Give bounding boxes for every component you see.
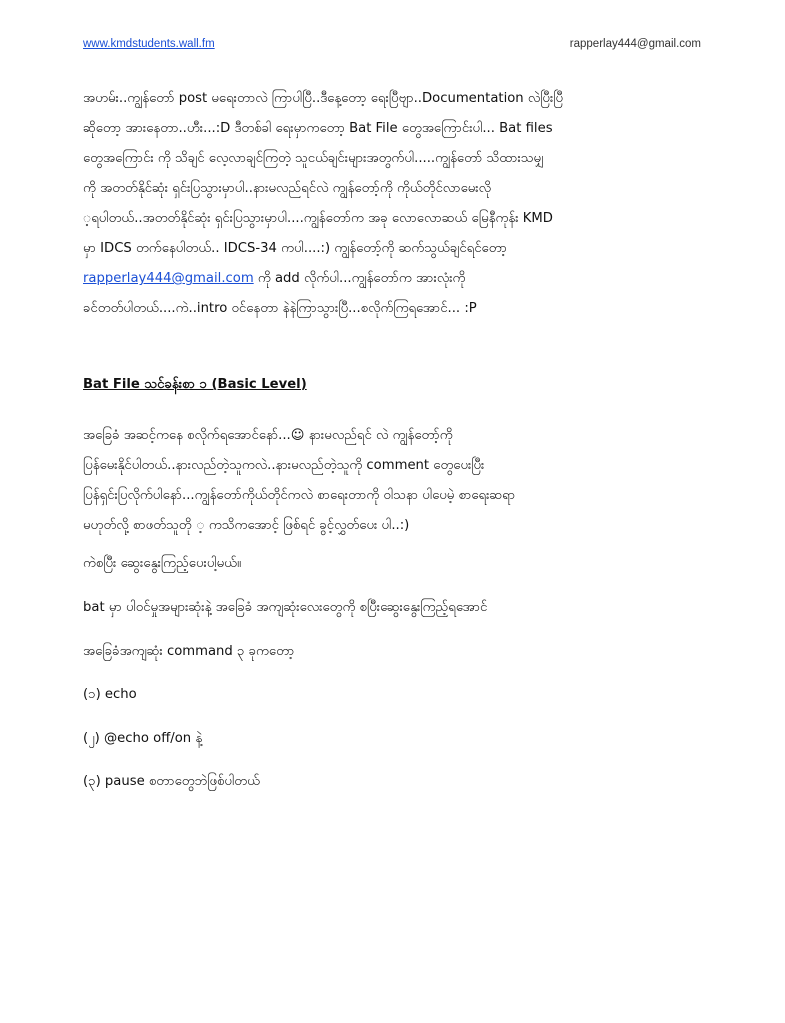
intro-line: ခင်တတ်ပါတယ်....ကဲ..intro ဝင်နေတာ နဲနဲကြာသွားပြီ...စလိုက်ကြရအောင်... :P	[83, 301, 477, 316]
intro-line: ကို အတတ်နိုင်ဆုံး ရှင်းပြသွားမှာပါ..နားမလည်ရင်လဲ ကျွန်တော့်ကို ကိုယ်တိုင်လာမေးလို	[83, 181, 492, 196]
command-item: (၃) pause စတာတွေဘဲဖြစ်ပါတယ်	[83, 774, 260, 789]
email-link[interactable]: rapperlay444@gmail.com	[83, 271, 254, 286]
intro-email-line	[83, 264, 705, 294]
intro-line: အဟမ်း..ကျွန်တော် post မရေးတာလဲ ကြာပါပြီ..ဒီနေ့တော့ ရေးပြီဗျာ..Documentation လဲပြီးပြီ	[83, 91, 564, 106]
lesson-line: ပြန်ရှင်းပြလိုက်ပါနော်...ကျွန်တော်ကိုယ်တိုင်ကလဲ စာရေးတာကို ဝါသနာ ပါပေမဲ့ စာရေးဆရာ	[83, 488, 516, 503]
command-item: (၂) @echo off/on နဲ့	[83, 731, 203, 746]
command-item: (၁) echo	[83, 687, 137, 702]
intro-paragraph	[83, 84, 705, 324]
intro-line: ့ရပါတယ်..အတတ်နိုင်ဆုံး ရှင်းပြသွားမှာပါ....ကျွန်တော်က အခု လောလောဆယ် မြေနီကုန်း KMD	[83, 211, 553, 226]
lesson-line: အခြေခံ အဆင့်ကနေ စလိုက်ရအောင်နော်...☺ နားမလည်ရင် လဲ ကျွန်တော့်ကို	[83, 428, 453, 443]
bat-intro-line: bat မှာ ပါဝင်မှုအများဆုံးနဲ့ အခြေခံ အကျဆုံးလေးတွေကို စပြီးဆွေးနွေးကြည့်ရအောင်	[83, 600, 488, 615]
lesson-line: ပြန်မေးနိုင်ပါတယ်..နားလည်တဲ့သူကလဲ..နားမလည်တဲ့သူကို comment တွေပေးပြီး	[83, 458, 485, 473]
header-website-link[interactable]: www.kmdstudents.wall.fm	[83, 38, 215, 50]
discuss-line: ကဲစပြီး ဆွေးနွေးကြည့်ပေးပါ့မယ်။	[83, 556, 241, 571]
intro-line: တွေအကြောင်း ကို သိချင် လေ့လာချင်ကြတဲ့ သူငယ်ချင်းများအတွက်ပါ.....ကျွန်တော် သိထားသမျှ	[83, 151, 544, 166]
commands-intro-line: အခြေခံအကျဆုံး command ၃ ခုကတော့	[83, 644, 295, 659]
section-title: Bat File သင်ခန်းစာ ၁ (Basic Level)	[83, 377, 307, 392]
intro-line: ဆိုတော့ အားနေတာ..ဟီး...:D ဒီတစ်ခါ ရေးမှာကတော့ Bat File တွေအကြောင်းပါ... Bat files	[83, 121, 553, 136]
header-email: rapperlay444@gmail.com	[569, 38, 701, 50]
intro-line: မှာ IDCS တက်နေပါတယ်.. IDCS-34 ကပါ....:) ကျွန်တော့်ကို ဆက်သွယ်ချင်ရင်တော့	[83, 241, 507, 256]
email-line-rest: ကို add လိုက်ပါ...ကျွန်တော်က အားလုံးကို	[253, 271, 466, 286]
lesson-line: မဟုတ်လို့ စာဖတ်သူတို ့ ကသိကအောင့် ဖြစ်ရင် ခွင့်လွှတ်ပေး ပါ..:)	[83, 518, 410, 533]
lesson-paragraph	[83, 421, 713, 541]
